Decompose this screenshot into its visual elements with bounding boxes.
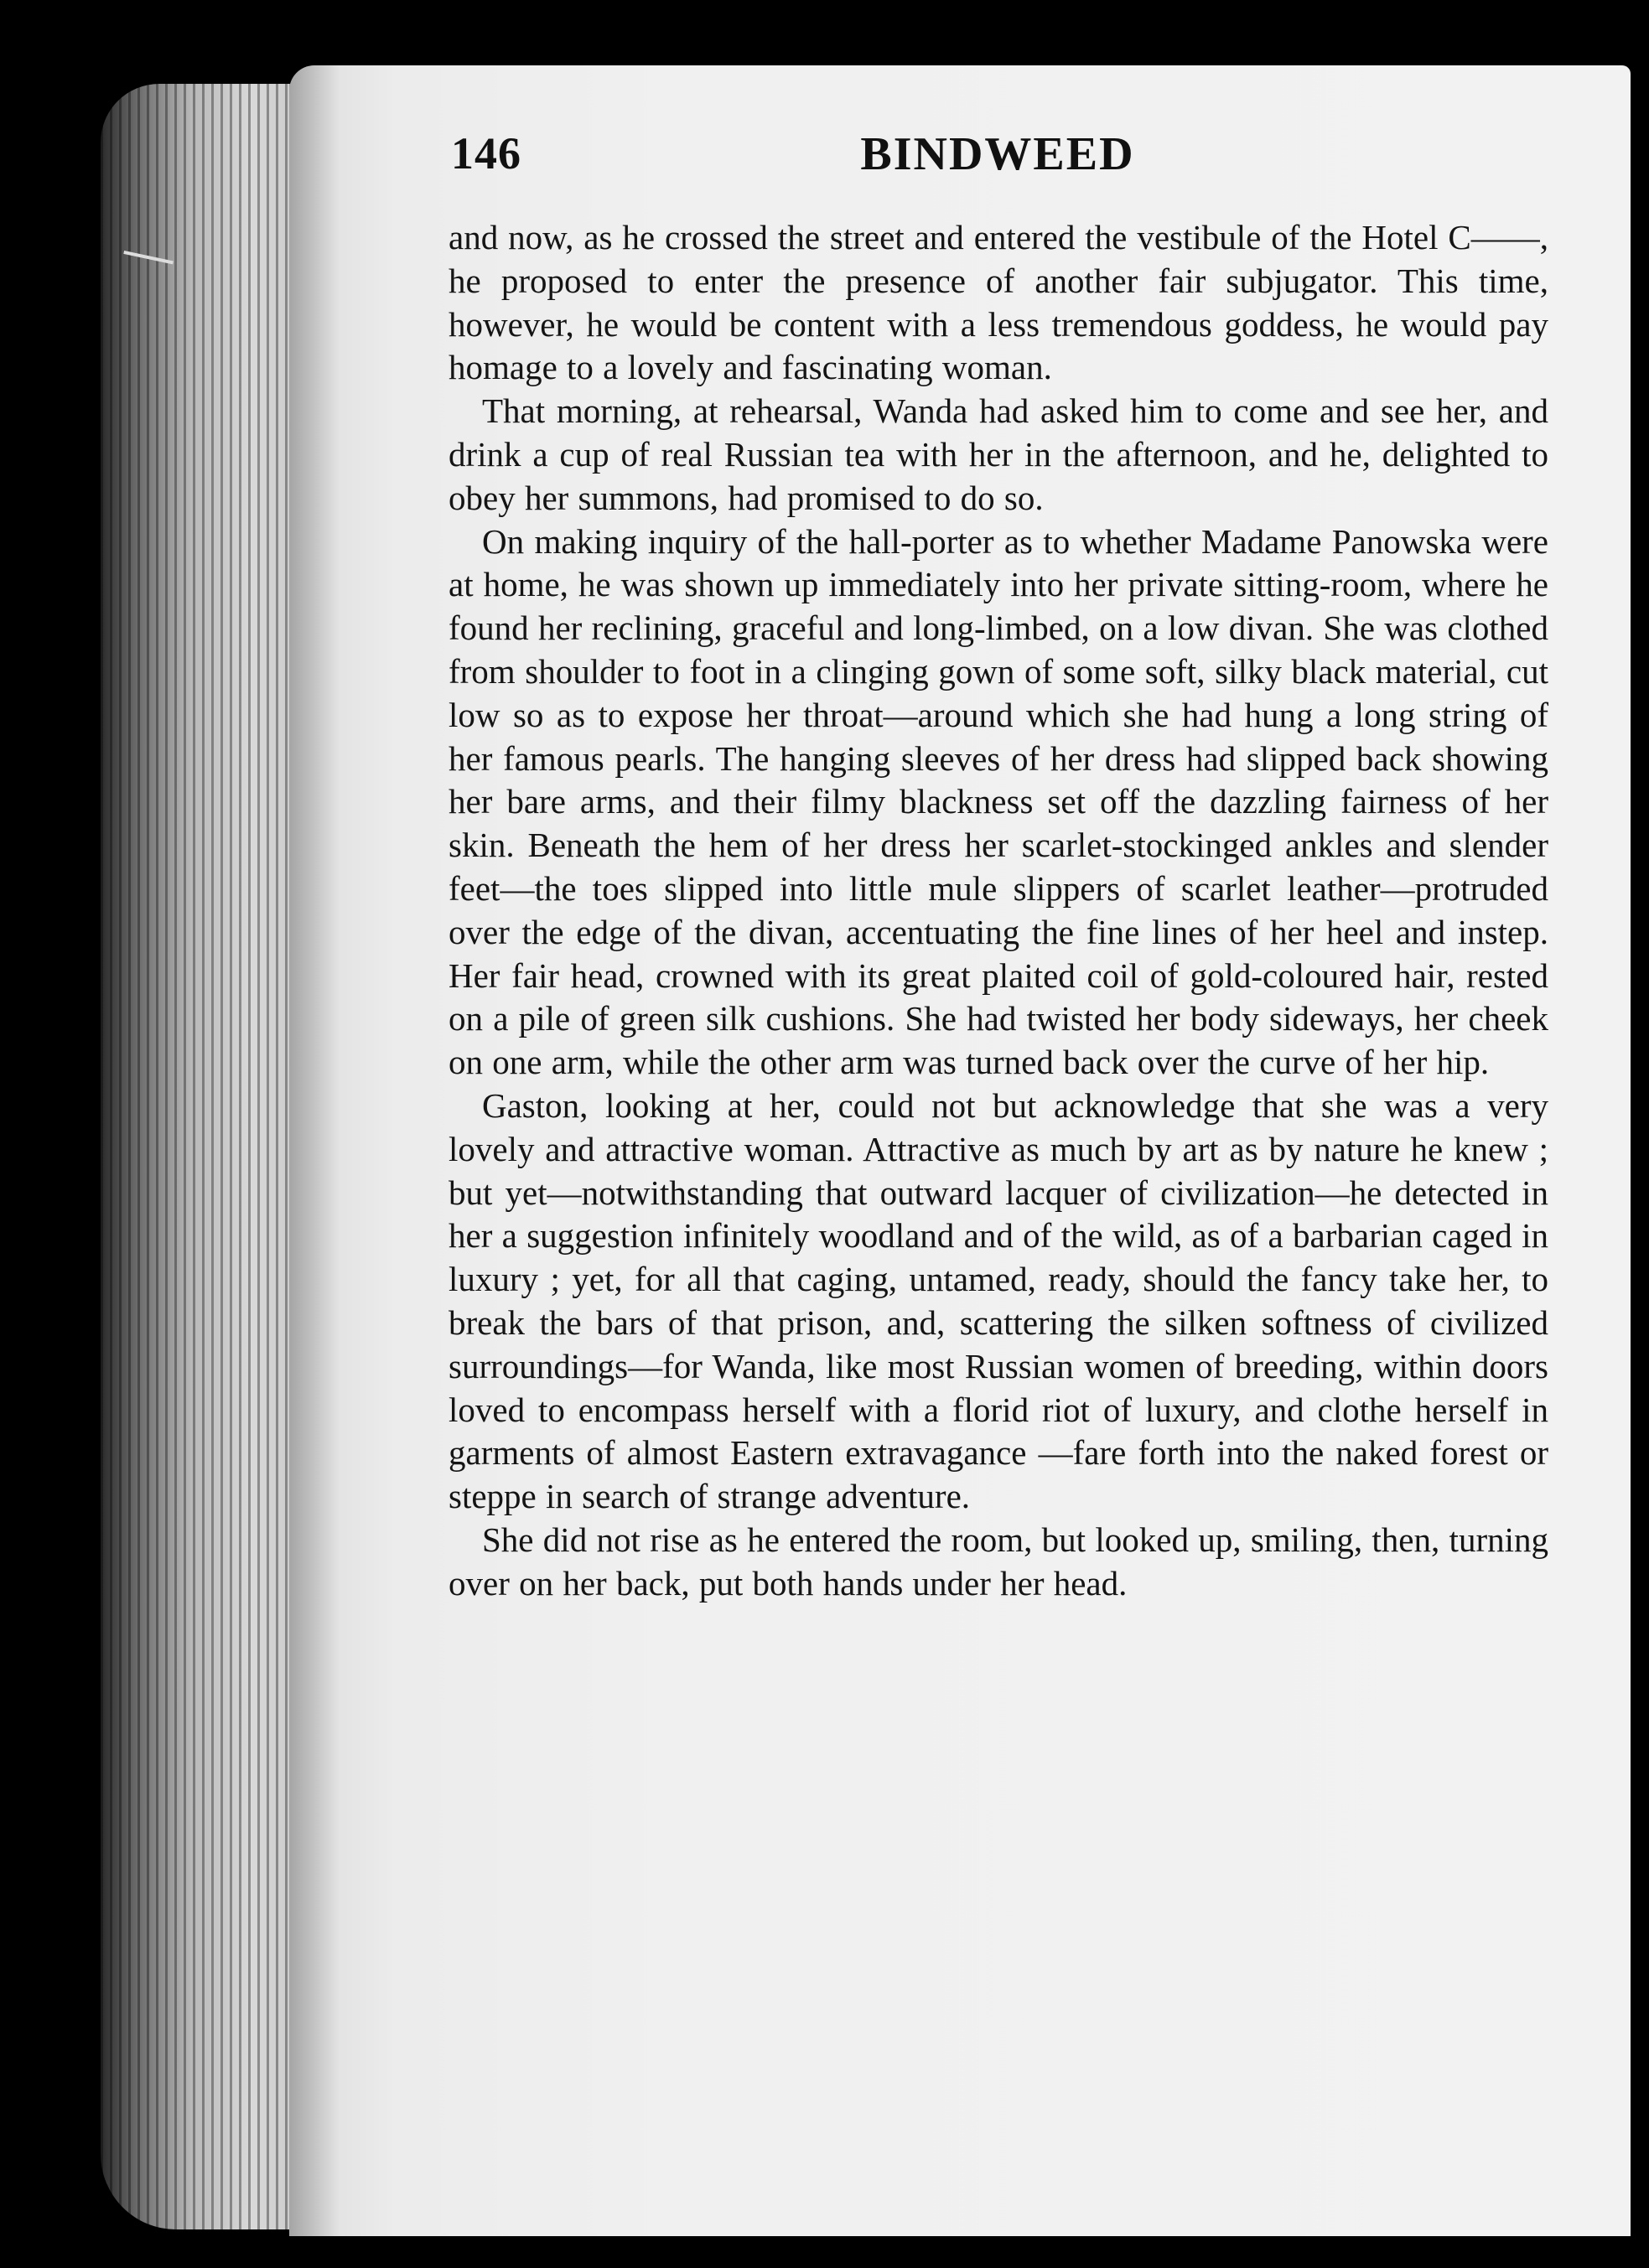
paragraph-4: Gaston, looking at her, could not but acknowledge that she was a very lovely and attractive woman. Attractive as much by art as by nature he knew ; but yet—notwithstanding that outward lacquer of civilization—he detected in her a suggestion infinitely woodland and of the wild, as of a barbarian caged in luxury ; yet, for all that caging, untamed, ready, should the fancy take her, to break the bars of that prison, and, scattering the silken softness of civilized surroundings—for Wanda, like most Russian women of breeding, within doors loved to encompass herself with a florid riot of luxury, and clothe herself in garments of almost Eastern extravagance —fare forth into the naked forest or steppe in search of strange adventure. <box>449 1085 1548 1516</box>
paragraph-5: She did not rise as he entered the room, but looked up, smiling, then, turning over on her back, put both hands under her head. <box>449 1520 1548 1603</box>
running-header <box>444 127 1551 186</box>
paragraph-2: That morning, at rehearsal, Wanda had asked him to come and see her, and drink a cup of real Russian tea with her in the afternoon, and he, delighted to obey her summons, had promised to do so. <box>449 391 1548 517</box>
gutter-shadow <box>289 65 340 2236</box>
book-page-edges <box>101 84 302 2229</box>
paragraph-1: and now, as he crossed the street and entered the vestibule of the Hotel C——, he proposed to enter the presence of another fair subjugator. This time, however, he would be content with a less tremendous goddess, he would pay homage to a lovely and fascinating woman. <box>449 218 1548 387</box>
body-text <box>449 216 1548 1606</box>
running-title: BINDWEED <box>860 128 1135 180</box>
paragraph-3: On making inquiry of the hall-porter as to whether Madame Panowska were at home, he was shown up immediately into her private sitting-room, where he found her reclining, graceful and long-limbed, on a low divan. She was clothed from shoulder to foot in a clinging gown of some soft, silky black material, cut low so as to expose her throat—around which she had hung a long string of her famous pearls. The hanging sleeves of her dress had slipped back showing her bare arms, and their filmy blackness set off the dazzling fairness of her skin. Beneath the hem of her dress her scarlet-stockinged ankles and slender feet—the toes slipped into little mule slippers of scarlet leather—protruded over the edge of the divan, accentuating the fine lines of her heel and instep. Her fair head, crowned with its great plaited coil of gold-coloured hair, rested on a pile of green silk cushions. She had twisted her body sideways, her cheek on one arm, while the other arm was turned back over the curve of her hip. <box>449 521 1548 1082</box>
page-number: 146 <box>451 128 521 179</box>
